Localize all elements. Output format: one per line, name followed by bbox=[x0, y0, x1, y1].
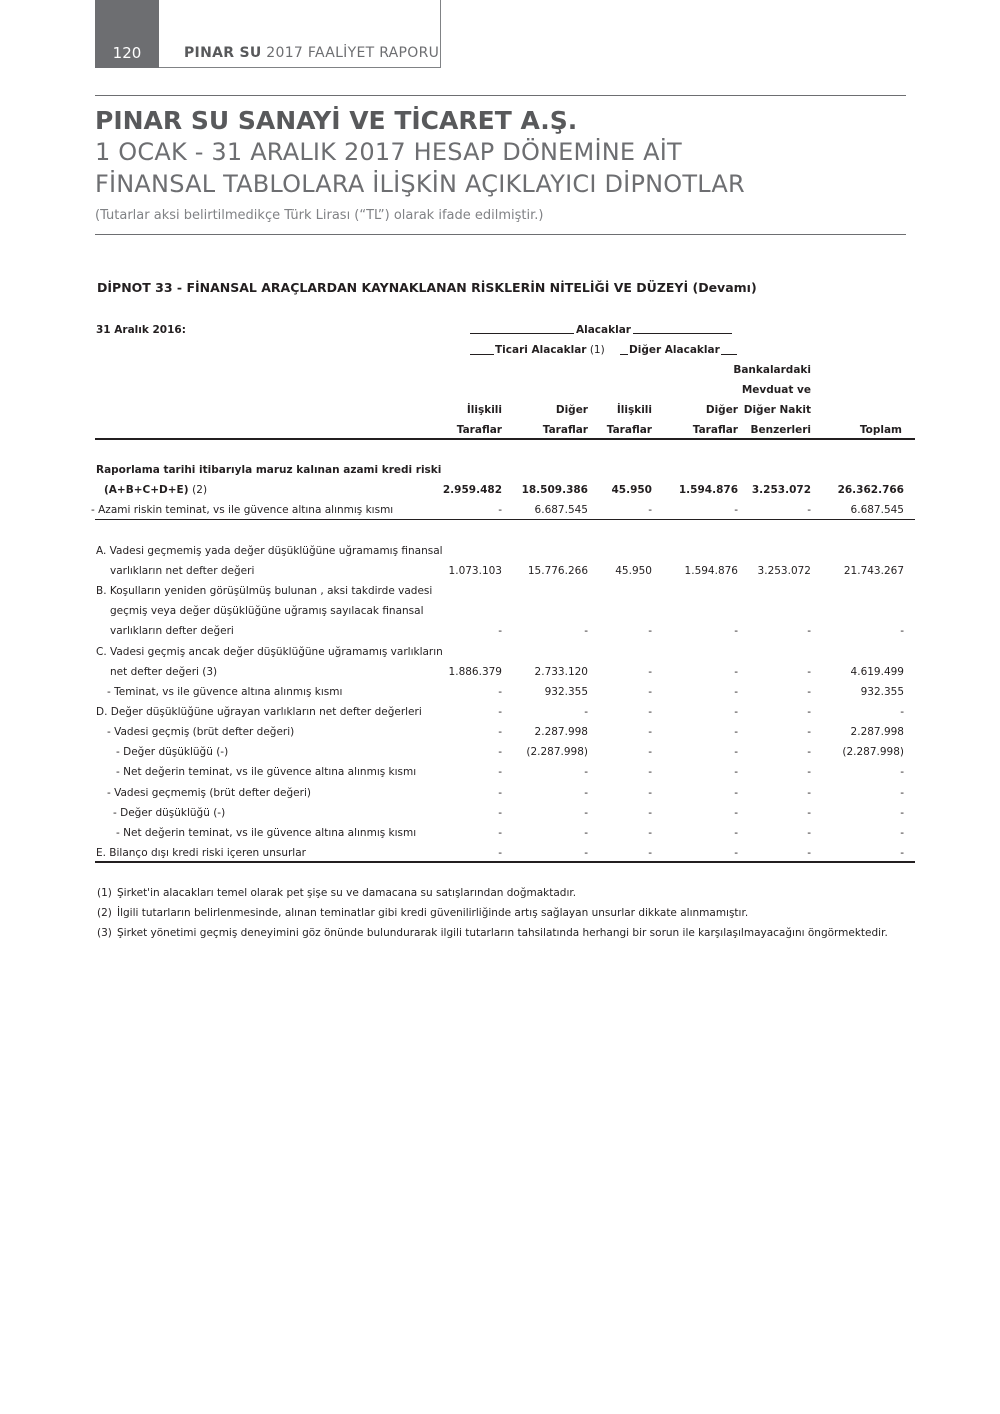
row-value: - bbox=[584, 787, 588, 799]
col-diger-2: Diğer bbox=[705, 404, 738, 416]
row-label-text: C. Vadesi geçmiş ancak değer düşüklüğüne uğramamış varlıkların bbox=[96, 646, 443, 658]
footnote-number: (1) bbox=[97, 887, 112, 899]
banka-header-4: Benzerleri bbox=[750, 424, 811, 436]
row-value: - bbox=[734, 847, 738, 859]
row-value: 2.733.120 bbox=[534, 666, 588, 678]
table-bottom-rule bbox=[95, 861, 915, 863]
row-value: (2.287.998) bbox=[842, 746, 904, 758]
row-value: - bbox=[498, 787, 502, 799]
col-taraflar-1: Taraflar bbox=[456, 424, 502, 436]
row-value: - bbox=[584, 706, 588, 718]
row-label bbox=[110, 625, 234, 637]
row-value: - bbox=[584, 807, 588, 819]
row-value: - bbox=[807, 787, 811, 799]
row-label bbox=[96, 464, 441, 476]
row-value: - bbox=[807, 766, 811, 778]
row-value: - bbox=[734, 766, 738, 778]
row-label-text: B. Koşulların yeniden görüşülmüş bulunan , aksi takdirde vadesi bbox=[96, 585, 433, 597]
row-value: - bbox=[734, 787, 738, 799]
row-value: - bbox=[648, 746, 652, 758]
page-number: 120 bbox=[95, 0, 159, 68]
row-label-text: - Vadesi geçmemiş (brüt defter değeri) bbox=[107, 787, 311, 799]
row-value: - bbox=[900, 625, 904, 637]
row-value: - bbox=[648, 666, 652, 678]
row-value: - bbox=[584, 625, 588, 637]
col-toplam: Toplam bbox=[859, 424, 902, 436]
row-label bbox=[96, 585, 432, 597]
row-value: - bbox=[584, 847, 588, 859]
row-label bbox=[107, 787, 311, 799]
row-value: - bbox=[498, 726, 502, 738]
row-value: - bbox=[498, 746, 502, 758]
page-header bbox=[95, 0, 441, 68]
row-value: - bbox=[648, 706, 652, 718]
row-value: - bbox=[648, 807, 652, 819]
row-value: 45.950 bbox=[611, 484, 652, 496]
row-label-text: geçmiş veya değer düşüklüğüne uğramış sayılacak finansal bbox=[110, 605, 424, 617]
row-value: 26.362.766 bbox=[837, 484, 904, 496]
row-label bbox=[96, 646, 443, 658]
ticari-label: Ticari Alacaklar bbox=[495, 344, 587, 356]
row-value: - bbox=[807, 666, 811, 678]
row-value: - bbox=[807, 686, 811, 698]
footnote bbox=[97, 887, 576, 899]
footnote bbox=[97, 907, 748, 919]
row-value: - bbox=[807, 726, 811, 738]
row-label bbox=[107, 686, 342, 698]
row-label-text: D. Değer düşüklüğüne uğrayan varlıkların net defter değerleri bbox=[96, 706, 422, 718]
row-label bbox=[116, 766, 416, 778]
row-label-text: - Vadesi geçmiş (brüt defter değeri) bbox=[107, 726, 295, 738]
row-value: 2.287.998 bbox=[534, 726, 588, 738]
row-value: 21.743.267 bbox=[843, 565, 904, 577]
row-label-text: A. Vadesi geçmemiş yada değer düşüklüğüne uğramamış finansal bbox=[96, 545, 443, 557]
period-title: 1 OCAK - 31 ARALIK 2017 HESAP DÖNEMİNE AİT bbox=[95, 138, 682, 166]
row-label-text: varlıkların defter değeri bbox=[110, 625, 234, 637]
row-value: - bbox=[648, 787, 652, 799]
footnote-text: İlgili tutarların belirlenmesinde, alınan teminatlar gibi kredi güvenilirliğinde artış sağlayan unsurlar dikkate alınmamıştır. bbox=[117, 907, 749, 919]
row-value: 15.776.266 bbox=[527, 565, 588, 577]
row-value: - bbox=[807, 746, 811, 758]
row-label-text: E. Bilanço dışı kredi riski içeren unsurlar bbox=[96, 847, 306, 859]
col-taraflar-4: Taraflar bbox=[692, 424, 738, 436]
row-value: - bbox=[648, 504, 652, 516]
company-title: PINAR SU SANAYİ VE TİCARET A.Ş. bbox=[95, 106, 578, 135]
row-value: - bbox=[734, 625, 738, 637]
row-value: - bbox=[807, 807, 811, 819]
row-value: - bbox=[498, 807, 502, 819]
diger-header: Diğer Alacaklar bbox=[629, 344, 720, 356]
row-value: - bbox=[734, 504, 738, 516]
row-value: - bbox=[498, 686, 502, 698]
row-value: - bbox=[734, 807, 738, 819]
row-label-text: Raporlama tarihi itibarıyla maruz kalınan azami kredi riski bbox=[96, 464, 442, 476]
row-value: 1.886.379 bbox=[448, 666, 502, 678]
header-brand: PINAR SU bbox=[184, 45, 262, 61]
ticari-header bbox=[494, 344, 606, 356]
row-value: - bbox=[807, 625, 811, 637]
row-value: - bbox=[584, 766, 588, 778]
row-label bbox=[110, 666, 217, 678]
row-value: - bbox=[734, 827, 738, 839]
row-label-text: - Azami riskin teminat, vs ile güvence altına alınmış kısmı bbox=[91, 504, 394, 516]
row-value: 1.594.876 bbox=[684, 565, 738, 577]
row-value: - bbox=[734, 686, 738, 698]
row-value: - bbox=[807, 847, 811, 859]
row-value: 932.355 bbox=[544, 686, 588, 698]
row-value: - bbox=[498, 706, 502, 718]
banka-header-2: Mevduat ve bbox=[741, 384, 811, 396]
row-value: - bbox=[734, 706, 738, 718]
row-value: - bbox=[498, 827, 502, 839]
row-value: 6.687.545 bbox=[534, 504, 588, 516]
row-value: 6.687.545 bbox=[850, 504, 904, 516]
row-label-text: - Değer düşüklüğü (-) bbox=[113, 807, 226, 819]
footnote bbox=[97, 927, 888, 939]
col-iliskili-2: İlişkili bbox=[616, 404, 652, 416]
row-value: 2.959.482 bbox=[442, 484, 502, 496]
row-value: - bbox=[900, 827, 904, 839]
row-value: - bbox=[807, 827, 811, 839]
row-label-text: - Net değerin teminat, vs ile güvence altına alınmış kısmı bbox=[116, 827, 417, 839]
row-value: - bbox=[648, 686, 652, 698]
ticari-ref: (1) bbox=[589, 344, 605, 356]
section-title: DİPNOT 33 - FİNANSAL ARAÇLARDAN KAYNAKLANAN RİSKLERİN NİTELİĞİ VE DÜZEYİ (Devamı) bbox=[97, 280, 757, 295]
row-value: - bbox=[900, 787, 904, 799]
row-value: 45.950 bbox=[615, 565, 652, 577]
row-label bbox=[116, 827, 416, 839]
title-top-rule bbox=[95, 95, 906, 96]
row-value: - bbox=[498, 847, 502, 859]
row-value: - bbox=[648, 827, 652, 839]
row-value: 1.594.876 bbox=[678, 484, 738, 496]
row-label bbox=[91, 504, 393, 516]
row-value: - bbox=[734, 726, 738, 738]
row-value: - bbox=[498, 504, 502, 516]
row-label bbox=[113, 807, 225, 819]
col-diger-1: Diğer bbox=[555, 404, 588, 416]
row-value: (2.287.998) bbox=[526, 746, 588, 758]
footnote-number: (3) bbox=[97, 927, 112, 939]
row-label bbox=[110, 565, 254, 577]
date-label: 31 Aralık 2016: bbox=[96, 324, 186, 336]
title-bottom-rule bbox=[95, 234, 906, 235]
row-value: 1.073.103 bbox=[448, 565, 502, 577]
row-value: - bbox=[734, 746, 738, 758]
row-label bbox=[116, 746, 228, 758]
row-value: 4.619.499 bbox=[850, 666, 904, 678]
row-value: - bbox=[648, 847, 652, 859]
row-value: - bbox=[734, 666, 738, 678]
row-label-text: varlıkların net defter değeri bbox=[110, 565, 255, 577]
row-label bbox=[107, 726, 294, 738]
col-taraflar-2: Taraflar bbox=[542, 424, 588, 436]
row-label bbox=[96, 706, 422, 718]
row-value: 932.355 bbox=[860, 686, 904, 698]
row-value: - bbox=[648, 625, 652, 637]
footnote-text: Şirket'in alacakları temel olarak pet şişe su ve damacana su satışlarından doğmaktadır. bbox=[117, 887, 577, 899]
footnote-text: Şirket yönetimi geçmiş deneyimini göz önünde bulundurarak ilgili tutarların tahsilatında herhangi bir sorun ile karşılaşılmayacağını öngörmektedir. bbox=[117, 927, 888, 939]
row-label-text: (A+B+C+D+E) bbox=[104, 484, 189, 496]
row-value: - bbox=[900, 706, 904, 718]
row-value: - bbox=[900, 766, 904, 778]
group-header: Alacaklar bbox=[576, 324, 631, 336]
row-value: - bbox=[498, 766, 502, 778]
row-value: - bbox=[900, 807, 904, 819]
row-label bbox=[96, 545, 443, 557]
col-iliskili-1: İlişkili bbox=[466, 404, 502, 416]
header-title bbox=[184, 45, 439, 61]
row-label-text: - Teminat, vs ile güvence altına alınmış kısmı bbox=[107, 686, 343, 698]
row-label bbox=[104, 484, 207, 496]
banka-header-3: Diğer Nakit bbox=[743, 404, 811, 416]
row-value: - bbox=[584, 827, 588, 839]
header-report: 2017 FAALİYET RAPORU bbox=[266, 45, 440, 61]
row-label bbox=[96, 847, 306, 859]
notes-title: FİNANSAL TABLOLARA İLİŞKİN AÇIKLAYICI DİPNOTLAR bbox=[95, 170, 745, 198]
banka-header-1: Bankalardaki bbox=[733, 364, 811, 376]
row-value: 3.253.072 bbox=[751, 484, 811, 496]
row-value: - bbox=[648, 726, 652, 738]
row-label-text: net defter değeri (3) bbox=[110, 666, 218, 678]
row-value: - bbox=[498, 625, 502, 637]
row-value: 2.287.998 bbox=[850, 726, 904, 738]
footnote-number: (2) bbox=[97, 907, 112, 919]
currency-note: (Tutarlar aksi belirtilmedikçe Türk Lirası (“TL”) olarak ifade edilmiştir.) bbox=[95, 208, 544, 223]
row-value: 18.509.386 bbox=[521, 484, 588, 496]
row-value: - bbox=[900, 847, 904, 859]
row-value: - bbox=[648, 766, 652, 778]
total-bottom-rule bbox=[95, 519, 915, 520]
row-ref: (2) bbox=[192, 484, 208, 496]
row-value: - bbox=[807, 504, 811, 516]
row-label bbox=[110, 605, 424, 617]
row-value: - bbox=[807, 706, 811, 718]
header-bottom-rule bbox=[95, 438, 915, 440]
col-taraflar-3: Taraflar bbox=[606, 424, 652, 436]
row-label-text: - Değer düşüklüğü (-) bbox=[116, 746, 229, 758]
row-value: 3.253.072 bbox=[757, 565, 811, 577]
row-label-text: - Net değerin teminat, vs ile güvence altına alınmış kısmı bbox=[116, 766, 417, 778]
